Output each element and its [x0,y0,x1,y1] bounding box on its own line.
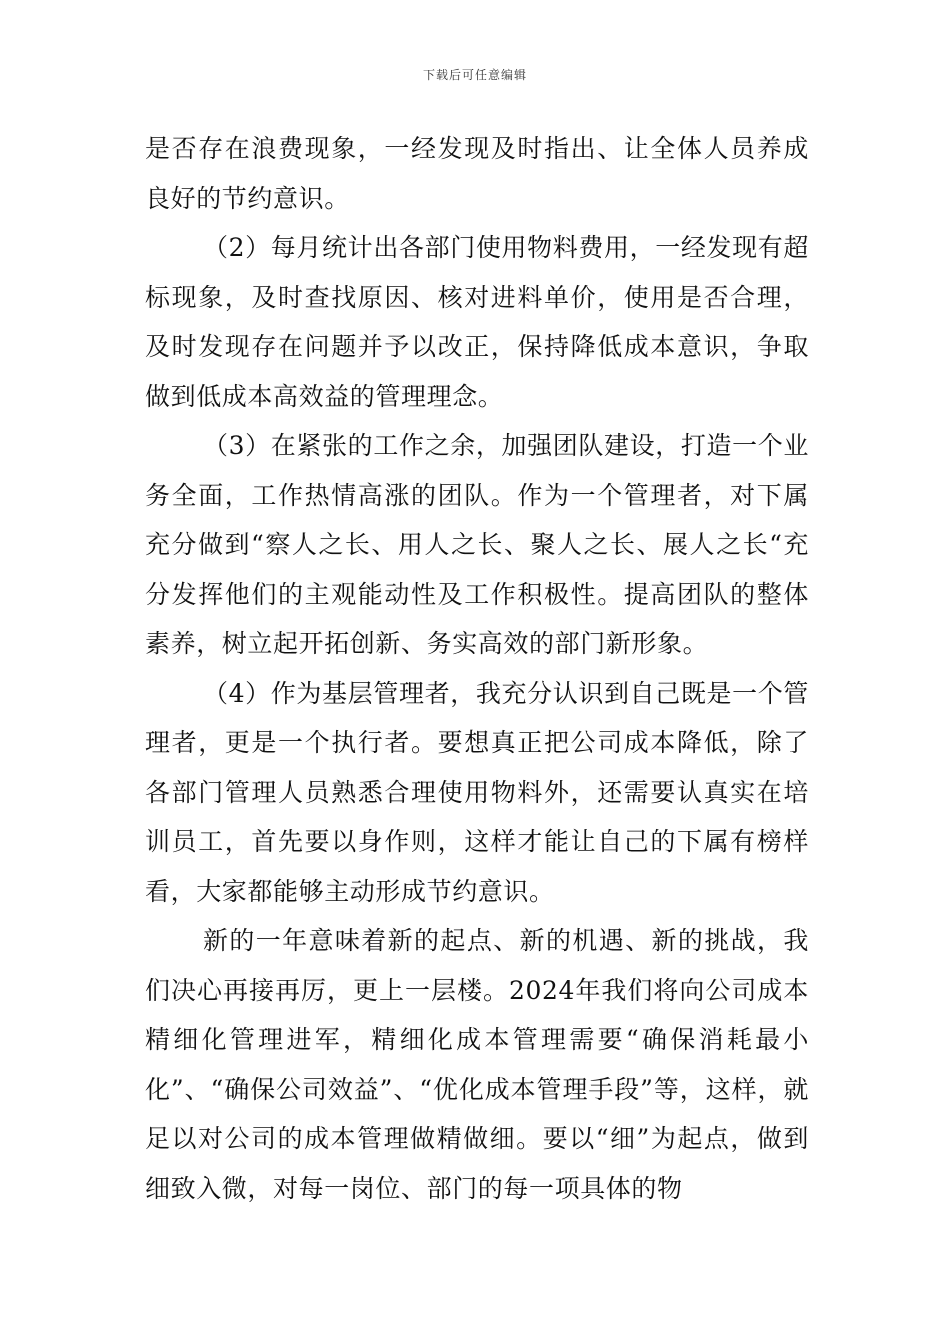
paragraph: （2）每月统计出各部门使用物料费用，一经发现有超标现象，及时查找原因、核对进料单价，使用是否合理，及时发现存在问题并予以改正，保持降低成本意识，争取做到低成本高效益的管理理念。 [145,233,809,411]
document-body [145,124,809,1213]
paragraph: （3）在紧张的工作之余，加强团队建设，打造一个业务全面，工作热情高涨的团队。作为一个管理者，对下属充分做到“察人之长、用人之长、聚人之长、展人之长“充分发挥他们的主观能动性及工作积极性。提高团队的整体素养，树立起开拓创新、务实高效的部门新形象。 [145,431,809,658]
paragraph: 是否存在浪费现象，一经发现及时指出、让全体人员养成良好的节约意识。 [145,134,809,213]
header-note: 下载后可任意编辑 [422,68,527,82]
paragraph: （4）作为基层管理者，我充分认识到自己既是一个管理者，更是一个执行者。要想真正把公司成本降低，除了各部门管理人员熟悉合理使用物料外，还需要认真实在培训员工，首先要以身作则，这样才能让自己的下属有榜样看，大家都能够主动形成节约意识。 [145,678,809,906]
paragraph: 新的一年意味着新的起点、新的机遇、新的挑战，我们决心再接再厉，更上一层楼。2024年我们将向公司成本精细化管理进军，精细化成本管理需要“确保消耗最小化”、“确保公司效益”、“优化成本管理手段”等，这样，就足以对公司的成本管理做精做细。要以“细”为起点，做到细致入微，对每一岗位、部门的每一项具体的物 [145,926,809,1203]
